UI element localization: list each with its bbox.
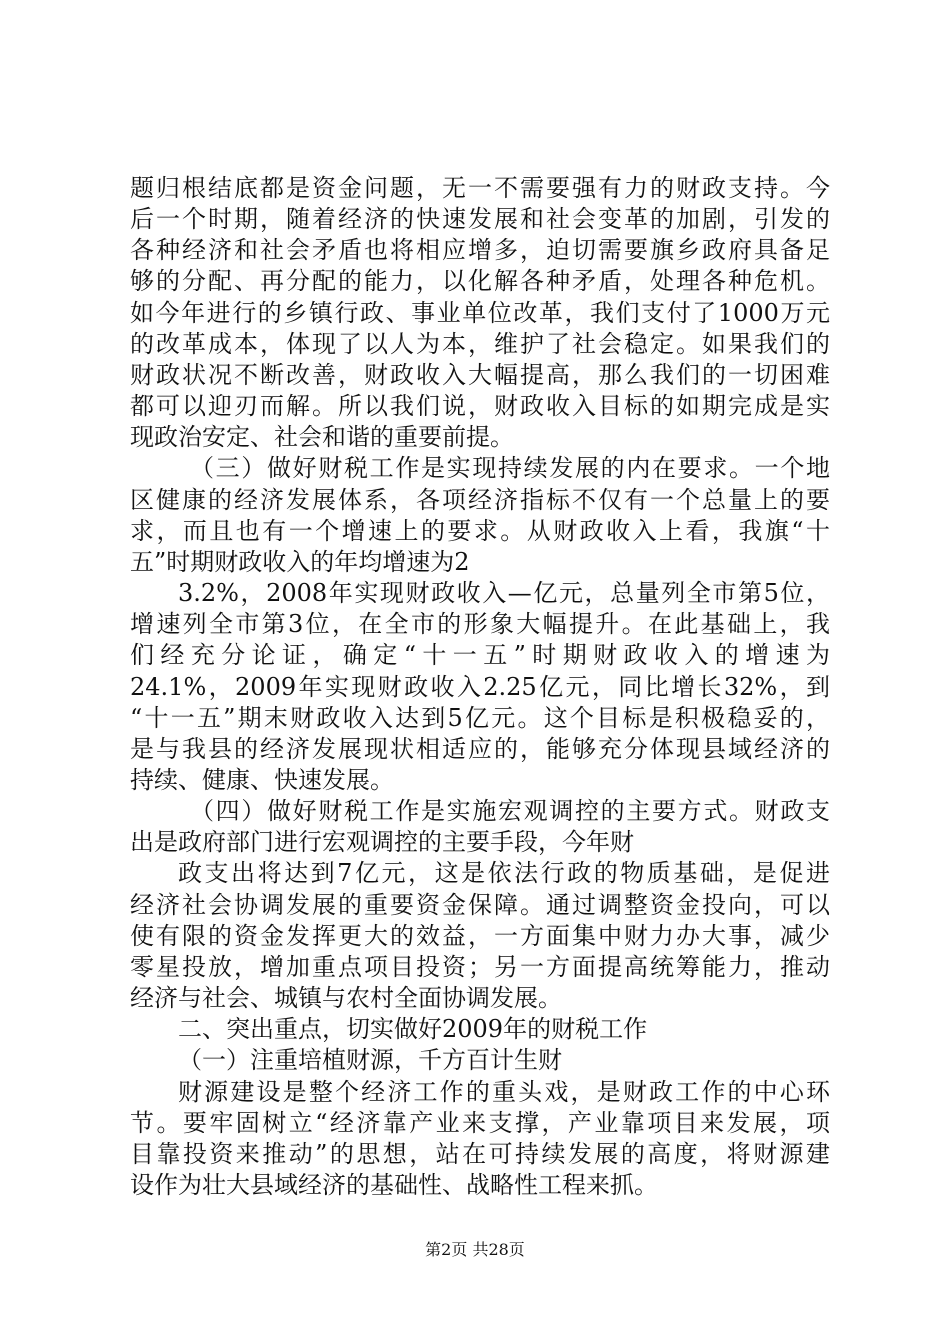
text-line: 财政状况不断改善，财政收入大幅提高，那么我们的一切困难 xyxy=(130,361,830,389)
page-footer: 第2页 共28页 xyxy=(425,1240,525,1259)
text-line: 使有限的资金发挥更大的效益，一方面集中财力办大事，减少 xyxy=(130,922,830,950)
text-line: 设作为壮大县域经济的基础性、战略性工程来抓。 xyxy=(130,1171,658,1199)
text-line: 的改革成本，体现了以人为本，维护了社会稳定。如果我们的 xyxy=(130,330,830,358)
text-line: 五”时期财政收入的年均增速为2 xyxy=(130,548,470,576)
text-line: 们经充分论证，确定“十一五”时期财政收入的增速为 xyxy=(130,641,830,669)
paragraph-heading-3: （三）做好财税工作是实现持续发展的内在要求。一个地 xyxy=(190,454,830,482)
text-line: 出是政府部门进行宏观调控的主要手段，今年财 xyxy=(130,828,634,856)
text-line: 够的分配、再分配的能力，以化解各种矛盾，处理各种危机。 xyxy=(130,267,830,295)
subsection-heading: （一）注重培植财源，千方百计生财 xyxy=(178,1046,562,1074)
text-line: 持续、健康、快速发展。 xyxy=(130,766,394,794)
text-line: 经济社会协调发展的重要资金保障。通过调整资金投向，可以 xyxy=(130,891,830,919)
text-line: “十一五”期末财政收入达到5亿元。这个目标是积极稳妥的， xyxy=(130,704,830,732)
text-line: 政支出将达到7亿元，这是依法行政的物质基础，是促进 xyxy=(178,859,830,887)
text-line: 经济与社会、城镇与农村全面协调发展。 xyxy=(130,984,562,1012)
paragraph-heading-4: （四）做好财税工作是实施宏观调控的主要方式。财政支 xyxy=(190,797,830,825)
text-line: 是与我县的经济发展现状相适应的，能够充分体现县域经济的 xyxy=(130,735,830,763)
text-line: 题归根结底都是资金问题，无一不需要强有力的财政支持。今 xyxy=(130,174,830,202)
section-heading: 二、突出重点，切实做好2009年的财税工作 xyxy=(178,1015,648,1043)
text-line: 区健康的经济发展体系，各项经济指标不仅有一个总量上的要 xyxy=(130,486,830,514)
text-line: 增速列全市第3位，在全市的形象大幅提升。在此基础上，我 xyxy=(130,610,830,638)
text-line: 目靠投资来推动”的思想，站在可持续发展的高度，将财源建 xyxy=(130,1140,830,1168)
text-line: 24.1%，2009年实现财政收入2.25亿元，同比增长32%，到 xyxy=(130,673,830,701)
text-line: 求，而且也有一个增速上的要求。从财政收入上看，我旗“十 xyxy=(130,517,830,545)
text-line: 3.2%，2008年实现财政收入—亿元，总量列全市第5位， xyxy=(178,579,830,607)
text-line: 如今年进行的乡镇行政、事业单位改革，我们支付了1000万元 xyxy=(130,299,830,327)
text-line: 节。要牢固树立“经济靠产业来支撑，产业靠项目来发展，项 xyxy=(130,1109,830,1137)
text-line: 现政治安定、社会和谐的重要前提。 xyxy=(130,423,514,451)
text-line: 后一个时期，随着经济的快速发展和社会变革的加剧，引发的 xyxy=(130,205,830,233)
text-line: 零星投放，增加重点项目投资；另一方面提高统筹能力，推动 xyxy=(130,953,830,981)
text-line: 各种经济和社会矛盾也将相应增多，迫切需要旗乡政府具备足 xyxy=(130,236,830,264)
text-line: 都可以迎刃而解。所以我们说，财政收入目标的如期完成是实 xyxy=(130,392,830,420)
text-line: 财源建设是整个经济工作的重头戏，是财政工作的中心环 xyxy=(178,1078,830,1106)
